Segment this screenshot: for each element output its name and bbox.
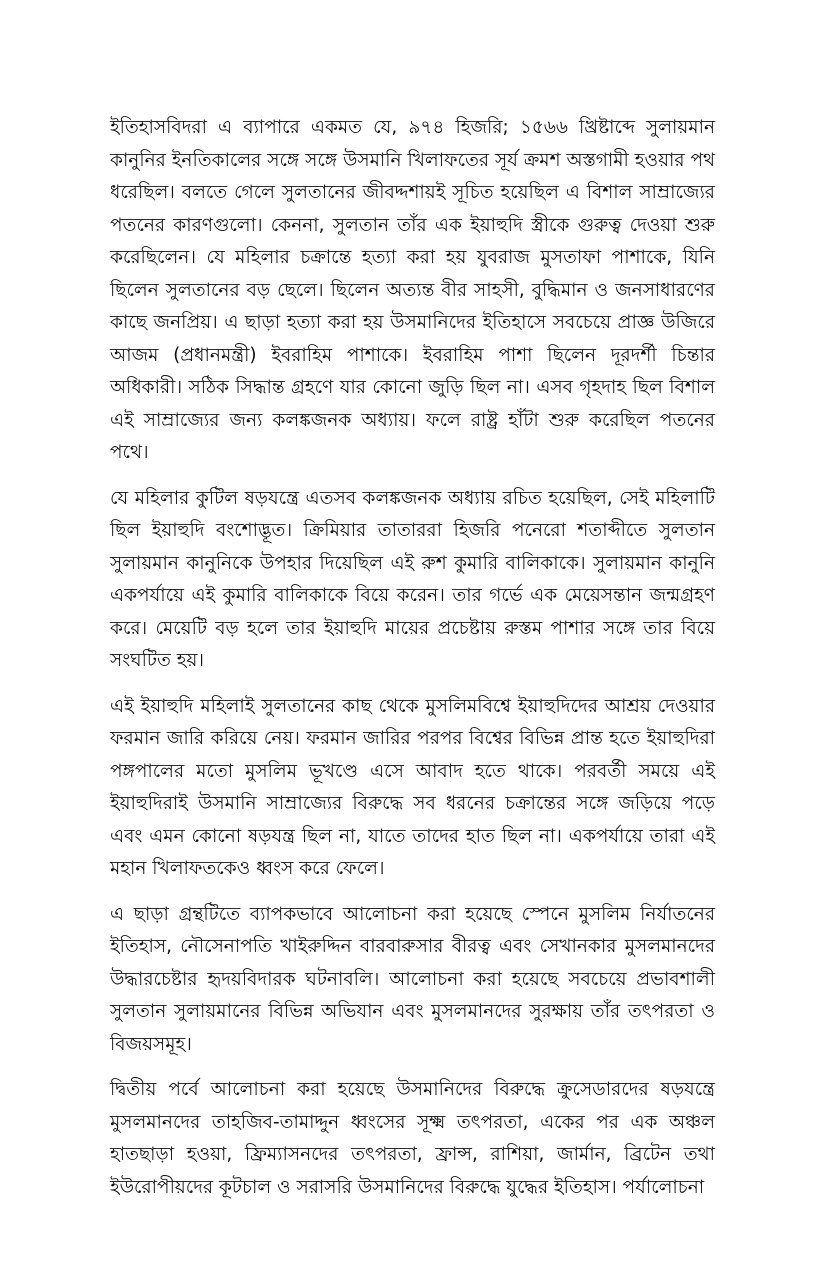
paragraph-2: যে মহিলার কুটিল ষড়যন্ত্রে এতসব কলঙ্কজনক অধ্যায় রচিত হয়েছিল, সেই মহিলাটি ছিল ইয়াহুদি বংশোদ্ভূত। ক্রিমিয়ার তাতাররা হিজরি পনেরো শতাব্দীতে সুলতান সুলায়মান কানুনিকে উপহার দিয়েছিল এই রুশ কুমারি বালিকাকে। সুলায়মান কানুনি একপর্যায়ে এই কুমারি বালিকাকে বিয়ে করেন। তার গর্ভে এক মেয়েসন্তান জন্মগ্রহণ করে। মেয়েটি বড় হলে তার ইয়াহুদি মায়ের প্রচেষ্টায় রুস্তম পাশার সঙ্গে তার বিয়ে সংঘটিত হয়। <box>110 487 715 671</box>
paragraph-4: এ ছাড়া গ্রন্থটিতে ব্যাপকভাবে আলোচনা করা হয়েছে স্পেনে মুসলিম নির্যাতনের ইতিহাস, নৌসেনাপতি খাইরুদ্দিন বারবারুসার বীরত্ব এবং সেখানকার মুসলমানদের উদ্ধারচেষ্টার হৃদয়বিদারক ঘটনাবলি। আলোচনা করা হয়েছে সবচেয়ে প্রভাবশালী সুলতান সুলায়মানের বিভিন্ন অভিযান এবং মুসলমানদের সুরক্ষায় তাঁর তৎপরতা ও বিজয়সমূহ। <box>110 903 715 1055</box>
paragraph-1: ইতিহাসবিদরা এ ব্যাপারে একমত যে, ৯৭৪ হিজরি; ১৫৬৬ খ্রিষ্টাব্দে সুলায়মান কানুনির ইনতিকালের সঙ্গে সঙ্গে উসমানি খিলাফতের সূর্য ক্রমশ অস্তগামী হওয়ার পথ ধরেছিল। বলতে গেলে সুলতানের জীবদ্দশায়ই সূচিত হয়েছিল এ বিশাল সাম্রাজ্যের পতনের কারণগুলো। কেননা, সুলতান তাঁর এক ইয়াহুদি স্ত্রীকে গুরুত্ব দেওয়া শুরু করেছিলেন। যে মহিলার চক্রান্তে হত্যা করা হয় যুবরাজ মুসতাফা পাশাকে, যিনি ছিলেন সুলতানের বড় ছেলে। ছিলেন অত্যন্ত বীর সাহসী, বুদ্ধিমান ও জনসাধারণের কাছে জনপ্রিয়। এ ছাড়া হত্যা করা হয় উসমানিদের ইতিহাসে সবচেয়ে প্রাজ্ঞ উজিরে আজম (প্রধানমন্ত্রী) ইবরাহিম পাশাকে। ইবরাহিম পাশা ছিলেন দূরদর্শী চিন্তার অধিকারী। সঠিক সিদ্ধান্ত গ্রহণে যার কোনো জুড়ি ছিল না। এসব গৃহদাহ ছিল বিশাল এই সাম্রাজ্যের জন্য কলঙ্কজনক অধ্যায়। ফলে রাষ্ট্র হাঁটা শুরু করেছিল পতনের পথে। <box>110 117 715 463</box>
page-body <box>110 112 715 1217</box>
paragraph-5: দ্বিতীয় পর্বে আলোচনা করা হয়েছে উসমানিদের বিরুদ্ধে ক্রুসেডারদের ষড়যন্ত্রে মুসলমানদের তাহজিব-তামাদ্দুন ধ্বংসের সূক্ষ্ম তৎপরতা, একের পর এক অঞ্চল হাতছাড়া হওয়া, ফ্রিম্যাসনদের তৎপরতা, ফ্রান্স, রাশিয়া, জার্মান, ব্রিটেন তথা ইউরোপীয়দের কূটচাল ও সরাসরি উসমানিদের বিরুদ্ধে যুদ্ধের ইতিহাস। পর্যালোচনা <box>110 1079 715 1198</box>
paragraph-3: এই ইয়াহুদি মহিলাই সুলতানের কাছ থেকে মুসলিমবিশ্বে ইয়াহুদিদের আশ্রয় দেওয়ার ফরমান জারি করিয়ে নেয়। ফরমান জারির পরপর বিশ্বের বিভিন্ন প্রান্ত হতে ইয়াহুদিরা পঙ্গপালের মতো মুসলিম ভূখণ্ডে এসে আবাদ হতে থাকে। পরবর্তী সময়ে এই ইয়াহুদিরাই উসমানি সাম্রাজ্যের বিরুদ্ধে সব ধরনের চক্রান্তের সঙ্গে জড়িয়ে পড়ে এবং এমন কোনো ষড়যন্ত্র ছিল না, যাতে তাদের হাত ছিল না। একপর্যায়ে তারা এই মহান খিলাফতকেও ধ্বংস করে ফেলে। <box>110 695 715 879</box>
